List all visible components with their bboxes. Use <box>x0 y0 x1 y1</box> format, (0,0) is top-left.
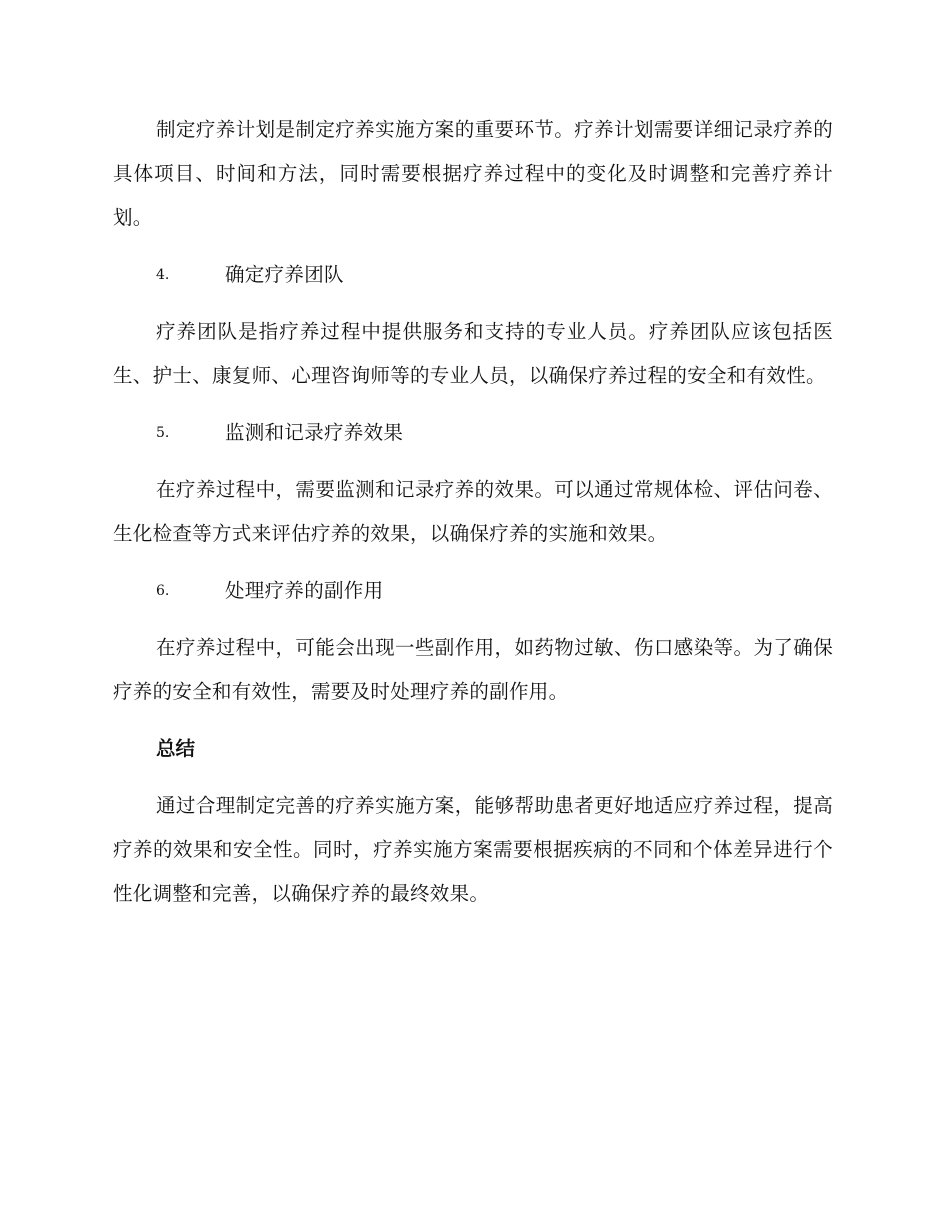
section-number: 4. <box>156 267 170 283</box>
paragraph-side-effects: 在疗养过程中，可能会出现一些副作用，如药物过敏、伤口感染等。为了确保疗养的安全和有效性，需要及时处理疗养的副作用。 <box>113 636 833 703</box>
section-number: 6. <box>156 583 170 599</box>
paragraph-summary: 通过合理制定完善的疗养实施方案，能够帮助患者更好地适应疗养过程，提高疗养的效果和安全性。同时，疗养实施方案需要根据疾病的不同和个体差异进行个性化调整和完善，以确保疗养的最终效果。 <box>113 794 833 905</box>
paragraph-treatment-plan: 制定疗养计划是制定疗养实施方案的重要环节。疗养计划需要详细记录疗养的具体项目、时间和方法，同时需要根据疗养过程中的变化及时调整和完善疗养计划。 <box>113 118 833 229</box>
section-title: 确定疗养团队 <box>225 263 344 286</box>
document-content <box>113 108 833 929</box>
paragraph-team: 疗养团队是指疗养过程中提供服务和支持的专业人员。疗养团队应该包括医生、护士、康复师、心理咨询师等的专业人员，以确保疗养过程的安全和有效性。 <box>113 320 833 387</box>
section-title: 处理疗养的副作用 <box>225 579 384 602</box>
summary-heading: 总结 <box>156 737 196 760</box>
section-heading-side-effects <box>113 569 833 613</box>
section-title: 监测和记录疗养效果 <box>225 421 404 444</box>
paragraph-monitoring: 在疗养过程中，需要监测和记录疗养的效果。可以通过常规体检、评估问卷、生化检查等方式来评估疗养的效果，以确保疗养的实施和效果。 <box>113 478 833 545</box>
section-heading-monitoring <box>113 411 833 455</box>
section-heading-team <box>113 253 833 297</box>
section-number: 5. <box>156 425 170 441</box>
